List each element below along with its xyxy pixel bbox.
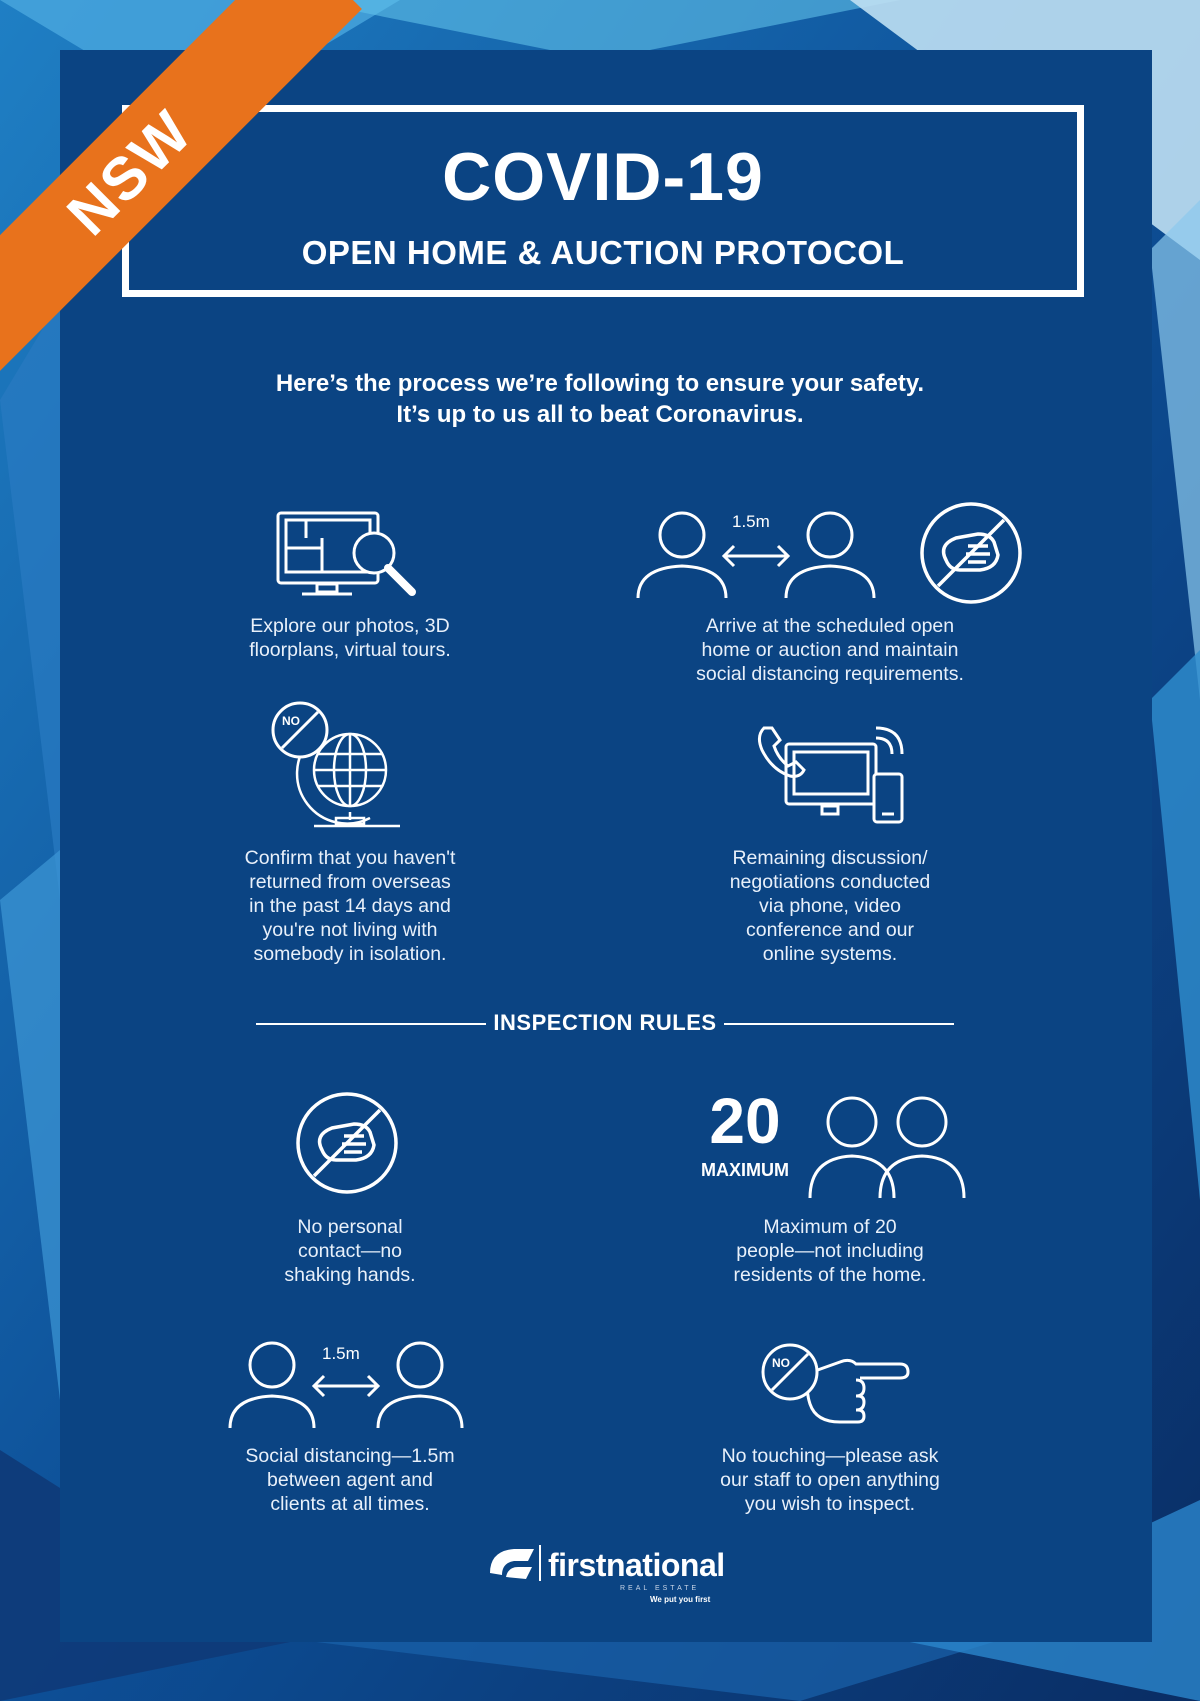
page-title: COVID-19 [442, 139, 764, 215]
caption-line: Remaining discussion/ [732, 847, 928, 869]
brand-name: firstnational [548, 1547, 725, 1583]
caption-line: Confirm that you haven't [244, 847, 456, 869]
caption-line: Social distancing—1.5m [245, 1445, 455, 1467]
step-caption [640, 614, 1020, 686]
divider-line [724, 1023, 954, 1025]
no-handshake-icon [294, 1090, 400, 1196]
step-caption [190, 846, 510, 966]
caption-line: No touching—please ask [721, 1445, 939, 1467]
no-label: NO [282, 714, 300, 728]
no-label: NO [772, 1356, 790, 1370]
caption-line: Maximum of 20 [763, 1216, 897, 1238]
rule-caption [190, 1215, 510, 1287]
caption-line: negotiations conducted [729, 871, 931, 893]
phone-video-devices-icon [752, 718, 912, 828]
caption-line: between agent and [267, 1469, 433, 1491]
distance-label: 1.5m [322, 1344, 360, 1363]
distance-label: 1.5m [732, 512, 770, 531]
caption-line: floorplans, virtual tours. [249, 639, 451, 661]
caption-line: Explore our photos, 3D [250, 615, 450, 637]
caption-line: our staff to open anything [720, 1469, 940, 1491]
intro-line: Here’s the process we’re following to ensure your safety. [275, 370, 925, 397]
step-caption [190, 614, 510, 662]
state-badge: NSW [0, 0, 362, 405]
caption-line: somebody in isolation. [253, 943, 447, 965]
caption-line: via phone, video [758, 895, 902, 917]
caption-line: No personal [297, 1216, 403, 1238]
caption-line: social distancing requirements. [696, 663, 964, 685]
max-number: 20 [709, 1085, 781, 1157]
max-people-icon [806, 1094, 976, 1200]
caption-line: in the past 14 days and [249, 895, 451, 917]
brand-tagline: We put you first [650, 1595, 711, 1604]
caption-line: conference and our [745, 919, 915, 941]
first-national-logo-icon [488, 1543, 542, 1583]
virtual-tour-icon [272, 508, 422, 603]
rule-caption [640, 1444, 1020, 1516]
caption-line: you wish to inspect. [744, 1493, 916, 1515]
max-label: MAXIMUM [701, 1160, 789, 1180]
step-caption [640, 846, 1020, 966]
caption-line: contact—no [297, 1240, 403, 1262]
caption-line: clients at all times. [270, 1493, 430, 1515]
rule-caption [190, 1444, 510, 1516]
caption-line: you're not living with [262, 919, 438, 941]
caption-line: people—not including [736, 1240, 924, 1262]
caption-line: shaking hands. [284, 1264, 416, 1286]
no-handshake-icon [918, 500, 1024, 606]
caption-line: residents of the home. [733, 1264, 927, 1286]
section-heading: INSPECTION RULES [493, 1010, 717, 1035]
caption-line: online systems. [762, 943, 898, 965]
caption-line: home or auction and maintain [701, 639, 959, 661]
divider-line [256, 1023, 486, 1025]
caption-line: Arrive at the scheduled open [705, 615, 955, 637]
intro-line: It’s up to us all to beat Coronavirus. [396, 401, 804, 428]
rule-caption [640, 1215, 1020, 1287]
caption-line: returned from overseas [249, 871, 451, 893]
page-subtitle: OPEN HOME & AUCTION PROTOCOL [301, 234, 905, 271]
state-ribbon [0, 0, 420, 420]
brand-sub: REAL ESTATE [620, 1585, 700, 1592]
